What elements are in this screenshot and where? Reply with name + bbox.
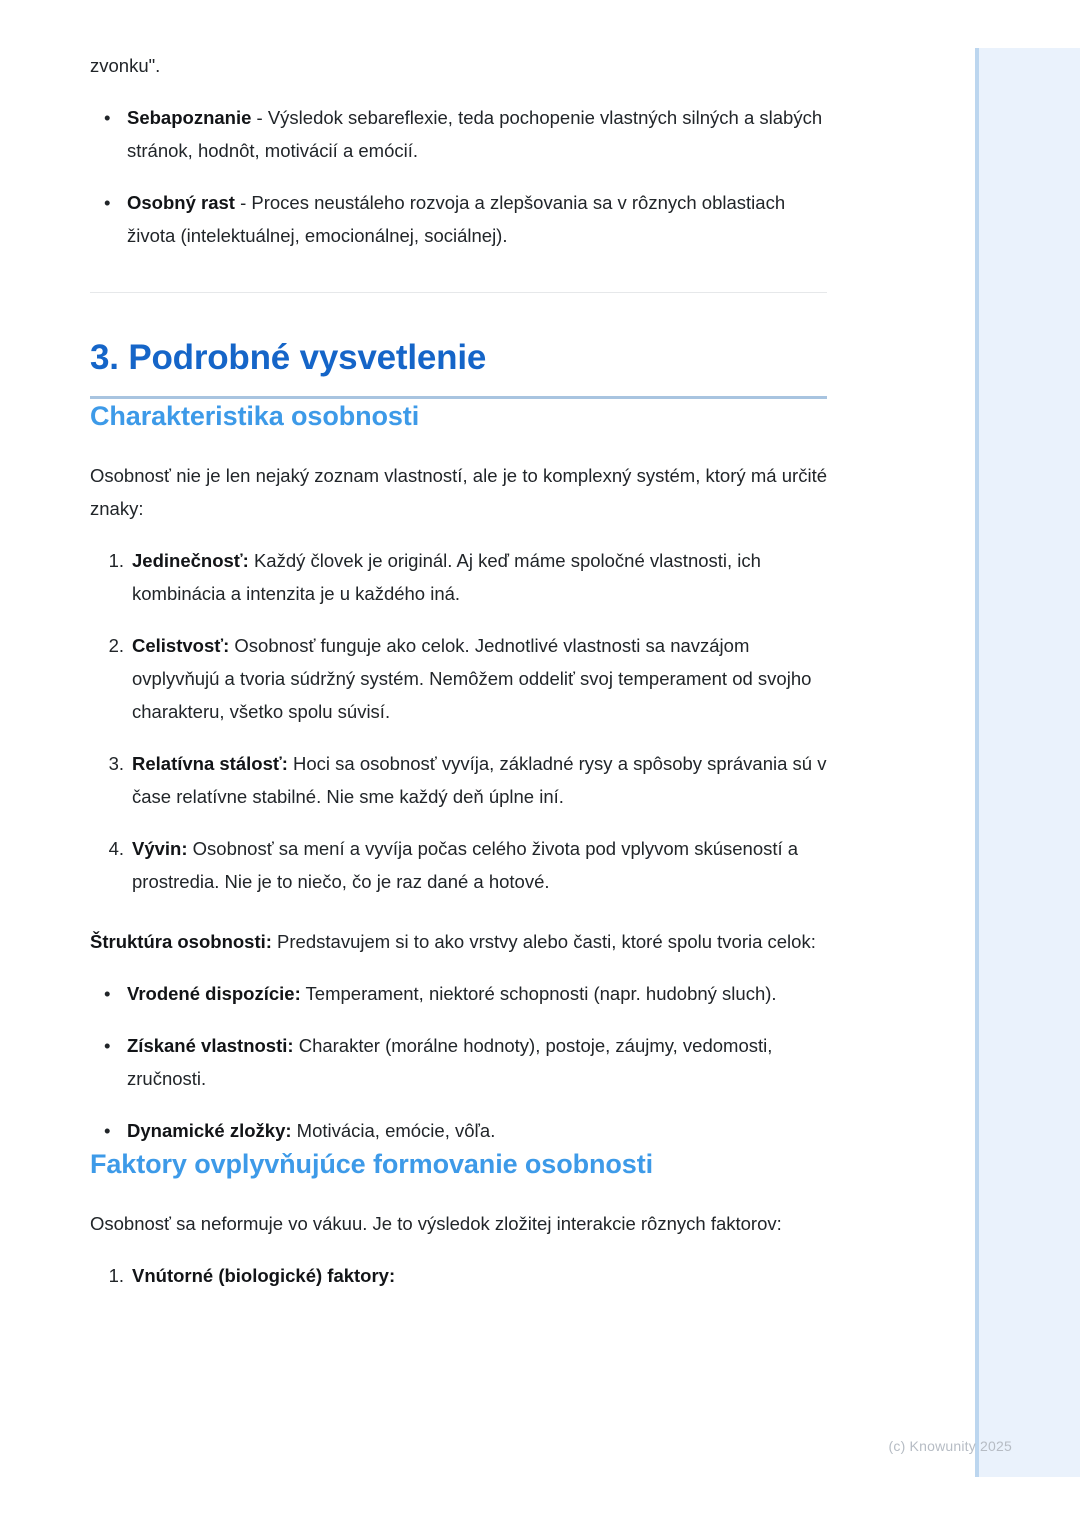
list-item-body	[132, 550, 761, 604]
bullet-icon: •	[104, 192, 111, 213]
list-item-body	[132, 635, 811, 722]
paragraph-characteristics: Osobnosť nie je len nejaký zoznam vlastností, ale je to komplexný systém, ktorý má určité znaky:	[90, 465, 827, 519]
list-item-body	[127, 1120, 495, 1141]
subsection-heading-characteristics: Charakteristika osobnosti	[90, 401, 420, 431]
list-number: 4.	[108, 838, 124, 859]
list-item	[90, 977, 827, 1010]
page-title: 3. Podrobné vysvetlenie	[90, 338, 487, 377]
list-item	[90, 1114, 827, 1147]
list-item-text: Temperament, niektoré schopnosti (napr. hudobný sluch).	[300, 983, 777, 1004]
bullet-icon: •	[104, 983, 111, 1004]
subsection-heading-factors: Faktory ovplyvňujúce formovanie osobnosti	[90, 1149, 654, 1179]
list-number: 1.	[108, 550, 124, 571]
list-number: 2.	[108, 635, 124, 656]
list-item-body	[132, 838, 798, 892]
list-item	[90, 832, 827, 898]
list-item-text: Motivácia, emócie, vôľa.	[291, 1120, 496, 1141]
continuation-line: zvonku".	[90, 55, 161, 76]
list-item-term: Vrodené dispozície:	[127, 983, 301, 1004]
list-item-body	[132, 753, 826, 807]
list-item-term: Vnútorné (biologické) faktory:	[132, 1265, 396, 1286]
list-item-term: Dynamické zložky:	[127, 1120, 292, 1141]
factors-numbered-list	[90, 1259, 827, 1292]
list-item-term: Osobný rast	[127, 192, 235, 213]
section-divider	[90, 292, 827, 293]
list-number: 1.	[108, 1265, 124, 1286]
list-item	[90, 1029, 827, 1095]
paragraph-structure-text: Predstavujem si to ako vrstvy alebo časti, ktoré spolu tvoria celok:	[271, 931, 816, 952]
list-item-term: Jedinečnosť:	[132, 550, 249, 571]
list-item	[90, 747, 827, 813]
list-item	[90, 186, 827, 252]
list-item-term: Sebapoznanie	[127, 107, 252, 128]
list-item-text: Osobnosť sa mení a vyvíja počas celého života pod vplyvom skúseností a prostredia. Nie je to niečo, čo je raz dané a hotové.	[132, 838, 799, 892]
list-item-body	[132, 1265, 395, 1286]
decorative-side-panel	[975, 48, 1080, 1477]
list-item-text: Hoci sa osobnosť vyvíja, základné rysy a spôsoby správania sú v čase relatívne stabilné. Nie sme každý deň úplne iní.	[132, 753, 827, 807]
list-item-text: - Proces neustáleho rozvoja a zlepšovania sa v rôznych oblastiach života (intelektuálnej, emocionálnej, sociálnej).	[127, 192, 786, 246]
structure-bullet-list	[90, 977, 827, 1147]
bullet-icon: •	[104, 1035, 111, 1056]
list-item-body	[127, 983, 777, 1004]
list-item-term: Získané vlastnosti:	[127, 1035, 294, 1056]
list-item-text: Charakter (morálne hodnoty), postoje, záujmy, vedomosti, zručnosti.	[127, 1035, 773, 1089]
characteristics-numbered-list	[90, 544, 827, 898]
list-item-term: Relatívna stálosť:	[132, 753, 288, 774]
paragraph-factors: Osobnosť sa neformuje vo vákuu. Je to výsledok zložitej interakcie rôznych faktorov:	[90, 1213, 782, 1234]
list-item-term: Vývin:	[132, 838, 188, 859]
list-item-body	[127, 107, 822, 161]
paragraph-structure-term: Štruktúra osobnosti:	[90, 931, 272, 952]
list-item-text: Osobnosť funguje ako celok. Jednotlivé vlastnosti sa navzájom ovplyvňujú a tvoria súdržný systém. Nemôžem oddeliť svoj temperament od svojho charakteru, všetko spolu súvisí.	[132, 635, 812, 722]
document-page	[90, 0, 827, 1292]
list-item	[90, 1259, 827, 1292]
intro-bullet-list	[90, 101, 827, 252]
list-item-text: - Výsledok sebareflexie, teda pochopenie vlastných silných a slabých stránok, hodnôt, motivácií a emócií.	[127, 107, 823, 161]
paragraph-structure	[90, 925, 827, 958]
bullet-icon: •	[104, 107, 111, 128]
copyright-watermark: (c) Knowunity 2025	[888, 1438, 1012, 1454]
list-item-body	[127, 192, 785, 246]
list-item-term: Celistvosť:	[132, 635, 230, 656]
list-item	[90, 544, 827, 610]
list-item	[90, 629, 827, 728]
list-item-body	[127, 1035, 772, 1089]
list-number: 3.	[108, 753, 124, 774]
list-item-text: Každý človek je originál. Aj keď máme spoločné vlastnosti, ich kombinácia a intenzita je u každého iná.	[132, 550, 761, 604]
bullet-icon: •	[104, 1120, 111, 1141]
list-item	[90, 101, 827, 167]
